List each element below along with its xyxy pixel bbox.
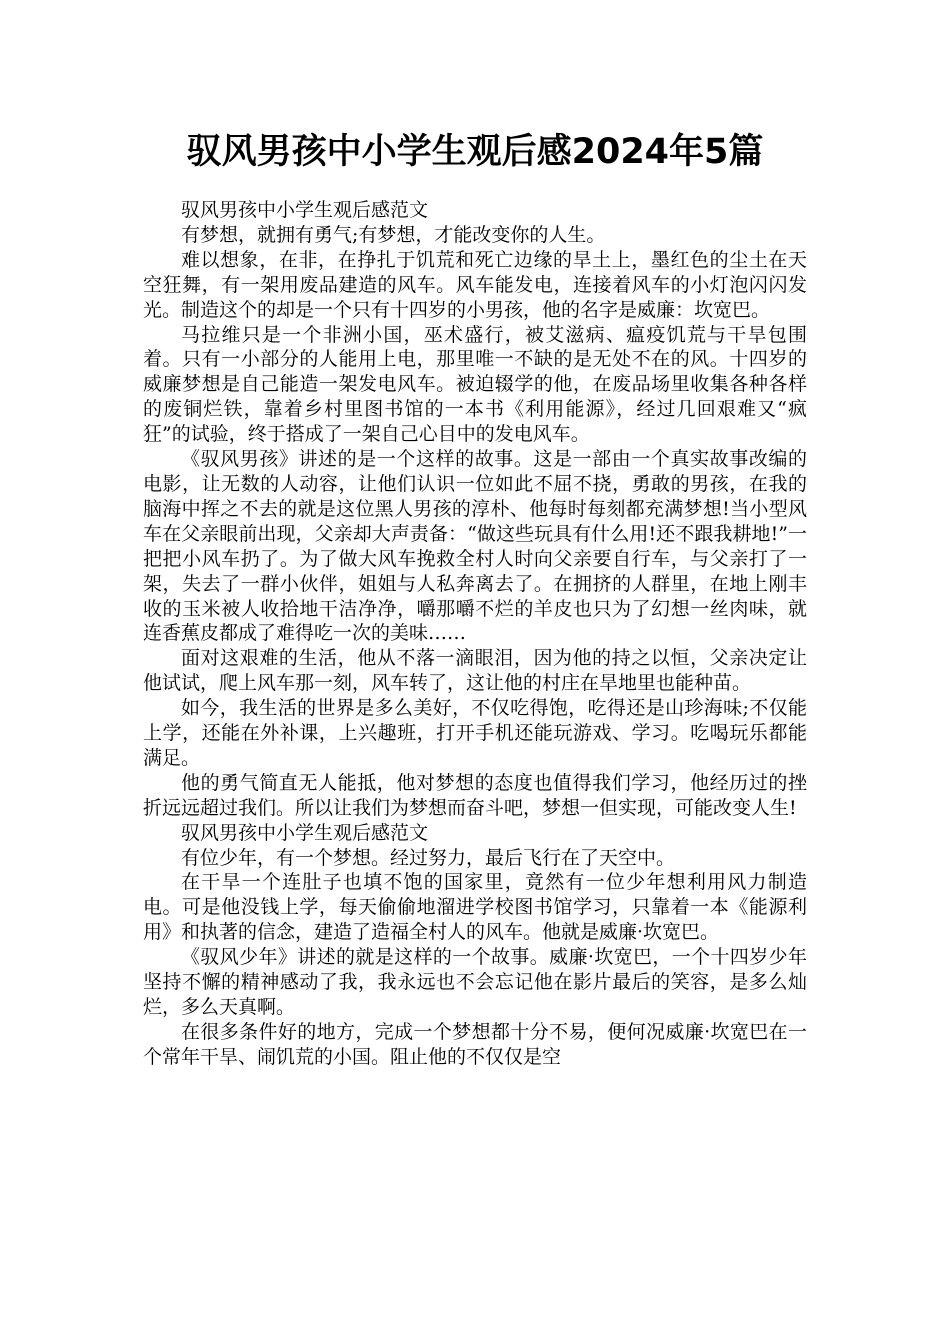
- document-title: 驭风男孩中小学生观后感2024年5篇: [186, 132, 764, 172]
- body-paragraph: 如今，我生活的世界是多么美好，不仅吃得饱，吃得还是山珍海味;不仅能上学，还能在外补课，上兴趣班，打开手机还能玩游戏、学习。吃喝玩乐都能满足。: [143, 697, 807, 769]
- body-paragraph: 他的勇气简直无人能抵，他对梦想的态度也值得我们学习，他经历过的挫折远远超过我们。所以让我们为梦想而奋斗吧，梦想一但实现，可能改变人生!: [143, 771, 807, 819]
- body-paragraph: 有位少年，有一个梦想。经过努力，最后飞行在了天空中。: [181, 846, 676, 869]
- body-paragraph: 在干旱一个连肚子也填不饱的国家里，竟然有一位少年想利用风力制造电。可是他没钱上学，每天偷偷地溜进学校图书馆学习，只靠着一本《能源利用》和执著的信念，建造了造福全村人的风车。他就是威廉·坎宽巴。: [143, 871, 807, 944]
- body-paragraph: 驭风男孩中小学生观后感范文: [181, 821, 429, 844]
- body-paragraph: 《驭风少年》讲述的就是这样的一个故事。威廉·坎宽巴，一个十四岁少年坚持不懈的精神感动了我，我永远也不会忘记他在影片最后的笑容，是多么灿烂，多么天真啊。: [143, 946, 807, 1018]
- body-paragraph: 《驭风男孩》讲述的是一个这样的故事。这是一部由一个真实故事改编的电影，让无数的人动容，让他们认识一位如此不屈不挠，勇敢的男孩，在我的脑海中挥之不去的就是这位黑人男孩的淳朴、他每时每刻都充满梦想!当小型风车在父亲眼前出现，父亲却大声责备：“做这些玩具有什么用!还不跟我耕地!”一把把小风车扔了。为了做大风车挽救全村人时向父亲要自行车，与父亲打了一架，失去了一群小伙伴，姐姐与人私奔离去了。在拥挤的人群里，在地上刚丰收的玉米被人收拾地干洁净净，嚼那嚼不烂的羊皮也只为了幻想一丝肉味，就连香蕉皮都成了难得吃一次的美味……: [143, 448, 807, 645]
- document-body: [143, 198, 807, 1070]
- body-paragraph: 面对这艰难的生活，他从不落一滴眼泪，因为他的持之以恒，父亲决定让他试试，爬上风车那一刻，风车转了，这让他的村庄在旱地里也能种苗。: [143, 647, 807, 695]
- body-paragraph: 马拉维只是一个非洲小国，巫术盛行，被艾滋病、瘟疫饥荒与干旱包围着。只有一小部分的人能用上电，那里唯一不缺的是无处不在的风。十四岁的威廉梦想是自己能造一架发电风车。被迫辍学的他，在废品场里收集各种各样的废铜烂铁，靠着乡村里图书馆的一本书《利用能源》，经过几回艰难又“疯狂”的试验，终于搭成了一架自己心目中的发电风车。: [143, 323, 807, 446]
- body-paragraph: 有梦想，就拥有勇气;有梦想，才能改变你的人生。: [181, 223, 606, 246]
- body-paragraph: 驭风男孩中小学生观后感范文: [181, 199, 429, 221]
- body-paragraph: 难以想象，在非，在挣扎于饥荒和死亡边缘的旱土上，墨红色的尘土在天空狂舞，有一架用废品建造的风车。风车能发电，连接着风车的小灯泡闪闪发光。制造这个的却是一个只有十四岁的小男孩，他的名字是威廉：坎宽巴。: [143, 248, 807, 321]
- body-paragraph: 在很多条件好的地方，完成一个梦想都十分不易，便何况威廉·坎宽巴在一个常年干旱、闹饥荒的小国。阻止他的不仅仅是空: [143, 1020, 807, 1068]
